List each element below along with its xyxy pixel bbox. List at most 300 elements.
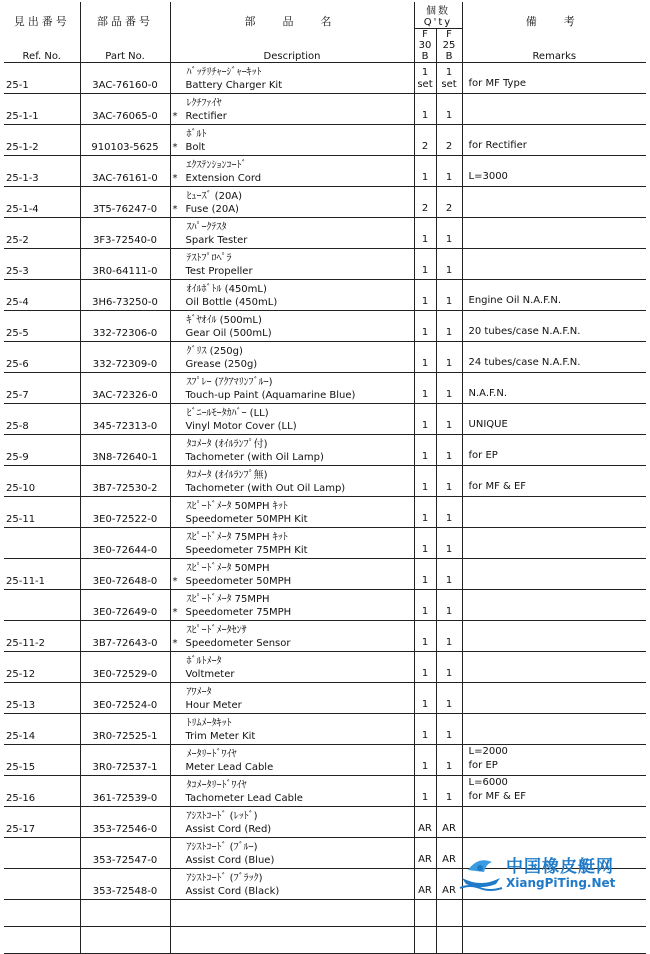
description-en <box>173 544 414 558</box>
remarks <box>462 218 646 249</box>
qty-f25: 1 <box>436 652 462 683</box>
description <box>170 156 414 187</box>
description-jp: ｽﾌﾟﾚｰ (ｱｸｱﾏﾘﾝﾌﾞﾙｰ) <box>186 377 273 388</box>
description-en-text: Assist Cord (Blue) <box>185 855 275 866</box>
table-row <box>4 559 646 590</box>
ref-no <box>4 838 80 869</box>
part-no: 332-72306-0 <box>80 311 170 342</box>
qty-f25: 1 set <box>436 63 462 94</box>
subpart-asterisk: * <box>172 576 178 587</box>
qty-f25: 1 <box>436 249 462 280</box>
table-row <box>4 156 646 187</box>
table-row <box>4 621 646 652</box>
table-row <box>4 373 646 404</box>
blank-cell <box>80 900 170 927</box>
description-jp: ﾊﾞｯﾃﾘﾁｬｰｼﾞｬｰｷｯﾄ <box>186 67 262 78</box>
qty-f25: 1 <box>436 559 462 590</box>
description <box>170 621 414 652</box>
qty-f30: 1 <box>414 714 436 745</box>
table-row <box>4 714 646 745</box>
ref-no: 25-13 <box>4 683 80 714</box>
description-en-text: Speedometer 50MPH <box>185 576 292 587</box>
qty-f25: 1 <box>436 776 462 807</box>
qty-f30: 2 <box>414 187 436 218</box>
qty-f30: 1 <box>414 590 436 621</box>
description-jp: ﾚｸﾁﾌｧｲﾔ <box>186 98 222 109</box>
ref-no <box>4 869 80 900</box>
ref-no: 25-6 <box>4 342 80 373</box>
qty-f25: 1 <box>436 683 462 714</box>
description-en <box>173 823 414 837</box>
table-row <box>4 280 646 311</box>
ref-no: 25-1-4 <box>4 187 80 218</box>
description <box>170 869 414 900</box>
blank-row <box>4 900 646 927</box>
watermark-logo <box>458 848 648 898</box>
description-jp: ｱｼｽﾄｺｰﾄﾞ (ﾚｯﾄﾞ) <box>186 811 258 822</box>
ref-no: 25-5 <box>4 311 80 342</box>
description-en <box>173 358 414 372</box>
qty-f30: 1 <box>414 745 436 776</box>
qty-f30: 1 <box>414 373 436 404</box>
qty-f30: AR <box>414 838 436 869</box>
table-row <box>4 94 646 125</box>
remarks: for EP <box>462 435 646 466</box>
qty-f25: 1 <box>436 621 462 652</box>
description-en <box>173 637 414 651</box>
qty-f30: 1 <box>414 249 436 280</box>
blank-cell <box>414 900 436 927</box>
blank-cell <box>4 900 80 927</box>
qty-f25: 1 <box>436 714 462 745</box>
part-no: 353-72546-0 <box>80 807 170 838</box>
description <box>170 559 414 590</box>
description-en-text: Battery Charger Kit <box>185 80 283 91</box>
qty-col-f25: F 25 B <box>436 29 462 63</box>
description-en-text: Hour Meter <box>185 700 242 711</box>
description-jp: ｸﾞﾘｽ (250g) <box>186 346 243 357</box>
description <box>170 466 414 497</box>
blank-row <box>4 927 646 954</box>
subpart-asterisk: * <box>172 607 178 618</box>
description <box>170 125 414 156</box>
description-jp: ﾄﾘﾑﾒｰﾀｷｯﾄ <box>186 718 232 729</box>
subpart-asterisk: * <box>172 638 178 649</box>
blank-cell <box>170 900 414 927</box>
qty-f25: 1 <box>436 156 462 187</box>
qty-f30: 1 <box>414 683 436 714</box>
remarks <box>462 714 646 745</box>
part-no: 353-72547-0 <box>80 838 170 869</box>
description-jp: ｷﾞﾔｵｲﾙ (500mL) <box>186 315 262 326</box>
blank-cell <box>170 927 414 954</box>
description <box>170 280 414 311</box>
description-en-text: Assist Cord (Black) <box>185 886 280 897</box>
part-no: 3E0-72529-0 <box>80 652 170 683</box>
qty-f30: 1 <box>414 404 436 435</box>
description <box>170 249 414 280</box>
ref-no: 25-16 <box>4 776 80 807</box>
subpart-asterisk: * <box>172 204 178 215</box>
ref-no: 25-3 <box>4 249 80 280</box>
description-jp: ﾋｭｰｽﾞ (20A) <box>186 191 243 202</box>
parts-table <box>4 2 646 954</box>
remarks-header-jp: 備 考 <box>462 2 646 29</box>
description-en <box>173 885 414 899</box>
qty-f25: 2 <box>436 187 462 218</box>
description-en <box>173 451 414 465</box>
description-en-text: Voltmeter <box>185 669 235 680</box>
ref-no: 25-10 <box>4 466 80 497</box>
part-no: 3AC-76161-0 <box>80 156 170 187</box>
part-no: 3E0-72648-0 <box>80 559 170 590</box>
part-no: 345-72313-0 <box>80 404 170 435</box>
ref-no: 25-1-1 <box>4 94 80 125</box>
ref-no <box>4 590 80 621</box>
description-jp: ﾒｰﾀﾘｰﾄﾞﾜｲﾔ <box>186 749 237 760</box>
remarks: for Rectifier <box>462 125 646 156</box>
header-row-jp <box>4 2 646 29</box>
part-no: 3AC-72326-0 <box>80 373 170 404</box>
header-row-en <box>4 29 646 63</box>
description <box>170 590 414 621</box>
desc-header-jp: 部 品 名 <box>170 2 414 29</box>
ref-header-en: Ref. No. <box>22 51 61 62</box>
qty-f25: 1 <box>436 311 462 342</box>
table-row <box>4 218 646 249</box>
qty-header-jp: 個数 Q'ty <box>414 2 462 29</box>
ref-no: 25-1-2 <box>4 125 80 156</box>
description <box>170 807 414 838</box>
ref-no: 25-1-3 <box>4 156 80 187</box>
table-row <box>4 63 646 94</box>
description-jp: ｽﾋﾟｰﾄﾞﾒｰﾀ 50MPH ｷｯﾄ <box>186 501 288 512</box>
qty-f30: 1 <box>414 311 436 342</box>
qty-f25: AR <box>436 838 462 869</box>
part-no: 332-72309-0 <box>80 342 170 373</box>
qty-col-f30: F 30 B <box>414 29 436 63</box>
remarks <box>462 652 646 683</box>
description-jp: ﾎﾞﾙﾄﾒｰﾀ <box>186 656 222 667</box>
description-jp: ﾀｺﾒｰﾀﾘｰﾄﾞﾜｲﾔ <box>186 780 247 791</box>
remarks: L=3000 <box>462 156 646 187</box>
description-en <box>173 513 414 527</box>
description-en <box>173 389 414 403</box>
ref-no: 25-17 <box>4 807 80 838</box>
remarks <box>462 590 646 621</box>
part-no: 3H6-73250-0 <box>80 280 170 311</box>
description-en <box>173 296 414 310</box>
part-no: 3R0-72525-1 <box>80 714 170 745</box>
description-jp: ﾀｺﾒｰﾀ (ｵｲﾙﾗﾝﾌﾟ付) <box>186 439 268 450</box>
qty-f25: 1 <box>436 435 462 466</box>
part-no: 3E0-72644-0 <box>80 528 170 559</box>
remarks: Engine Oil N.A.F.N. <box>462 280 646 311</box>
ref-header-jp: 見出番号 <box>13 14 70 28</box>
description-en <box>173 606 414 620</box>
description-en <box>173 141 414 155</box>
description-en-text: Fuse (20A) <box>185 204 239 215</box>
ref-no: 25-4 <box>4 280 80 311</box>
ref-no: 25-8 <box>4 404 80 435</box>
table-row <box>4 807 646 838</box>
ref-no: 25-2 <box>4 218 80 249</box>
description-en <box>173 110 414 124</box>
remarks <box>462 807 646 838</box>
description-en-text: Vinyl Motor Cover (LL) <box>185 421 297 432</box>
qty-f25: 1 <box>436 373 462 404</box>
description-jp: ｱﾜﾒｰﾀ <box>186 687 212 698</box>
description-en-text: Test Propeller <box>185 266 253 277</box>
description <box>170 435 414 466</box>
description-en-text: Tachometer Lead Cable <box>185 793 303 804</box>
description-en <box>173 327 414 341</box>
qty-f30: 1 <box>414 776 436 807</box>
parts-table-body <box>4 63 646 954</box>
ref-no: 25-1 <box>4 63 80 94</box>
remarks: for MF Type <box>462 63 646 94</box>
description-jp: ｽﾋﾟｰﾄﾞﾒｰﾀ 75MPH ｷｯﾄ <box>186 532 288 543</box>
table-row <box>4 187 646 218</box>
blank-cell <box>4 927 80 954</box>
qty-f25: 1 <box>436 528 462 559</box>
remarks <box>462 94 646 125</box>
part-no: 3R0-64111-0 <box>80 249 170 280</box>
description-en <box>173 668 414 682</box>
table-row <box>4 125 646 156</box>
qty-f25: 1 <box>436 218 462 249</box>
table-row <box>4 528 646 559</box>
description-en <box>173 172 414 186</box>
part-no: 3AC-76160-0 <box>80 63 170 94</box>
remarks: L=6000 for MF & EF <box>462 776 646 807</box>
qty-f30: 1 <box>414 218 436 249</box>
blank-cell <box>462 900 646 927</box>
description-en-text: Tachometer (with Out Oil Lamp) <box>185 483 346 494</box>
qty-f25: 1 <box>436 404 462 435</box>
ref-no: 25-9 <box>4 435 80 466</box>
part-no: 361-72539-0 <box>80 776 170 807</box>
table-row <box>4 590 646 621</box>
table-row <box>4 311 646 342</box>
remarks: L=2000 for EP <box>462 745 646 776</box>
description-jp: ﾃｽﾄﾌﾟﾛﾍﾟﾗ <box>186 253 232 264</box>
description-en-text: Meter Lead Cable <box>185 762 274 773</box>
remarks <box>462 621 646 652</box>
qty-f30: 1 <box>414 497 436 528</box>
part-header-en: Part No. <box>80 29 170 63</box>
qty-f30: AR <box>414 869 436 900</box>
blank-cell <box>414 927 436 954</box>
description-en-text: Extension Cord <box>185 173 262 184</box>
description-en <box>173 854 414 868</box>
remarks <box>462 528 646 559</box>
description <box>170 63 414 94</box>
subpart-asterisk: * <box>172 142 178 153</box>
description-jp: ｱｼｽﾄｺｰﾄﾞ (ﾌﾞﾙｰ) <box>186 842 258 853</box>
description-en <box>173 575 414 589</box>
qty-f25: 1 <box>436 466 462 497</box>
part-no: 353-72548-0 <box>80 869 170 900</box>
description-jp: ｽﾋﾟｰﾄﾞﾒｰﾀｾﾝｻ <box>186 625 247 636</box>
description-en <box>173 482 414 496</box>
qty-f25: AR <box>436 869 462 900</box>
watermark-site-name: 中国橡皮艇网 <box>506 857 614 877</box>
part-no: 3R0-72537-1 <box>80 745 170 776</box>
description-jp: ﾀｺﾒｰﾀ (ｵｲﾙﾗﾝﾌﾟ無) <box>186 470 268 481</box>
description-en-text: Spark Tester <box>185 235 248 246</box>
description-en <box>173 699 414 713</box>
ref-no <box>4 528 80 559</box>
qty-f30: 1 <box>414 94 436 125</box>
table-row <box>4 404 646 435</box>
qty-f25: 1 <box>436 342 462 373</box>
ref-no: 25-7 <box>4 373 80 404</box>
description-en <box>173 761 414 775</box>
remarks <box>462 249 646 280</box>
description-en-text: Oil Bottle (450mL) <box>185 297 278 308</box>
table-row <box>4 652 646 683</box>
description-en <box>173 234 414 248</box>
qty-f30: 1 <box>414 435 436 466</box>
description <box>170 218 414 249</box>
description <box>170 745 414 776</box>
ref-no: 25-12 <box>4 652 80 683</box>
description-jp: ｵｲﾙﾎﾞﾄﾙ (450mL) <box>186 284 267 295</box>
qty-f30: 1 <box>414 621 436 652</box>
description-jp: ｴｸｽﾃﾝｼｮﾝｺｰﾄﾞ <box>186 160 247 171</box>
part-no: 3E0-72649-0 <box>80 590 170 621</box>
blank-cell <box>80 927 170 954</box>
qty-f25: 2 <box>436 125 462 156</box>
qty-f30: 1 <box>414 559 436 590</box>
description-jp: ｱｼｽﾄｺｰﾄﾞ (ﾌﾞﾗｯｸ) <box>186 873 263 884</box>
description-jp: ｽﾊﾟｰｸﾃｽﾀ <box>186 222 227 233</box>
qty-f30: 1 <box>414 652 436 683</box>
remarks: UNIQUE <box>462 404 646 435</box>
description <box>170 528 414 559</box>
description <box>170 683 414 714</box>
description-en-text: Bolt <box>185 142 206 153</box>
qty-f30: 1 <box>414 342 436 373</box>
qty-f25: 1 <box>436 745 462 776</box>
remarks <box>462 683 646 714</box>
description-en-text: Speedometer 50MPH Kit <box>185 514 308 525</box>
table-row <box>4 249 646 280</box>
ref-no: 25-14 <box>4 714 80 745</box>
qty-f25: 1 <box>436 590 462 621</box>
ref-no: 25-15 <box>4 745 80 776</box>
description-en-text: Speedometer 75MPH <box>185 607 292 618</box>
ref-no: 25-11 <box>4 497 80 528</box>
remarks-header-en: Remarks <box>462 29 646 63</box>
description <box>170 714 414 745</box>
description-jp: ｽﾋﾟｰﾄﾞﾒｰﾀ 75MPH <box>186 594 270 605</box>
description-en-text: Gear Oil (500mL) <box>185 328 272 339</box>
description <box>170 404 414 435</box>
qty-f25: 1 <box>436 94 462 125</box>
part-no: 3N8-72640-1 <box>80 435 170 466</box>
table-row <box>4 435 646 466</box>
description-en-text: Assist Cord (Red) <box>185 824 272 835</box>
qty-f30: 1 <box>414 466 436 497</box>
table-row <box>4 745 646 776</box>
table-row <box>4 776 646 807</box>
qty-f25: 1 <box>436 497 462 528</box>
remarks: N.A.F.N. <box>462 373 646 404</box>
description-en-text: Speedometer Sensor <box>185 638 291 649</box>
remarks <box>462 497 646 528</box>
table-row <box>4 683 646 714</box>
qty-f30: 1 <box>414 156 436 187</box>
description-en <box>173 792 414 806</box>
blank-cell <box>462 927 646 954</box>
description <box>170 187 414 218</box>
description-en <box>173 79 414 93</box>
part-no: 3AC-76065-0 <box>80 94 170 125</box>
subpart-asterisk: * <box>172 173 178 184</box>
description <box>170 311 414 342</box>
part-no: 910103-5625 <box>80 125 170 156</box>
subpart-asterisk: * <box>172 111 178 122</box>
description-en <box>173 420 414 434</box>
description <box>170 652 414 683</box>
description <box>170 373 414 404</box>
qty-f25: 1 <box>436 280 462 311</box>
remarks <box>462 187 646 218</box>
part-no: 3T5-76247-0 <box>80 187 170 218</box>
part-no: 3E0-72522-0 <box>80 497 170 528</box>
table-row <box>4 466 646 497</box>
ref-no: 25-11-1 <box>4 559 80 590</box>
remarks: 24 tubes/case N.A.F.N. <box>462 342 646 373</box>
watermark-url: XiangPiTing.Net <box>506 876 616 890</box>
remarks: for MF & EF <box>462 466 646 497</box>
description-jp: ｽﾋﾟｰﾄﾞﾒｰﾀ 50MPH <box>186 563 270 574</box>
description-en <box>173 730 414 744</box>
description <box>170 838 414 869</box>
ref-no: 25-11-2 <box>4 621 80 652</box>
description-en-text: Touch-up Paint (Aquamarine Blue) <box>185 390 356 401</box>
qty-f30: 1 set <box>414 63 436 94</box>
description-en <box>173 203 414 217</box>
blank-cell <box>436 900 462 927</box>
description <box>170 497 414 528</box>
qty-f30: 2 <box>414 125 436 156</box>
part-header-jp: 部品番号 <box>80 2 170 29</box>
description <box>170 94 414 125</box>
table-row <box>4 497 646 528</box>
description-en-text: Trim Meter Kit <box>185 731 256 742</box>
dinghy-logo-icon <box>458 848 504 894</box>
part-no: 3B7-72643-0 <box>80 621 170 652</box>
description <box>170 776 414 807</box>
description-en-text: Grease (250g) <box>185 359 258 370</box>
qty-f30: 1 <box>414 528 436 559</box>
description-jp: ﾎﾞﾙﾄ <box>186 129 207 140</box>
part-no: 3B7-72530-2 <box>80 466 170 497</box>
table-row <box>4 342 646 373</box>
part-no: 3F3-72540-0 <box>80 218 170 249</box>
description <box>170 342 414 373</box>
qty-f25: AR <box>436 807 462 838</box>
description-en-text: Rectifier <box>185 111 227 122</box>
part-no: 3E0-72524-0 <box>80 683 170 714</box>
qty-f30: 1 <box>414 280 436 311</box>
remarks: 20 tubes/case N.A.F.N. <box>462 311 646 342</box>
desc-header-en: Description <box>170 29 414 63</box>
description-en <box>173 265 414 279</box>
